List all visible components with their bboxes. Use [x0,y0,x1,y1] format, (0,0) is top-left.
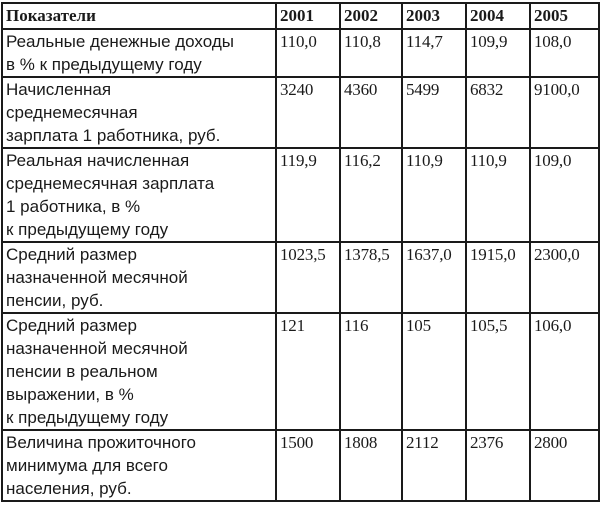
table-cell: 4360 [340,77,402,148]
header-indicators: Показатели [2,3,276,29]
table-row [2,77,599,148]
row-label-real-income: Реальные денежные доходы в % к предыдущему году [2,29,276,77]
row-label-nominal-salary: Начисленная среднемесячная зарплата 1 работника, руб. [2,77,276,148]
header-row [2,3,599,29]
table-cell: 1637,0 [402,242,466,313]
table-row [2,313,599,430]
table-cell: 2112 [402,430,466,501]
table-cell: 110,9 [466,148,530,242]
table-row [2,430,599,501]
table-cell: 119,9 [276,148,340,242]
row-label-real-pension: Средний размер назначенной месячной пенсии в реальном выражении, в % к предыдущему году [2,313,276,430]
table-cell: 110,9 [402,148,466,242]
table-cell: 116,2 [340,148,402,242]
table-cell: 121 [276,313,340,430]
table-cell: 3240 [276,77,340,148]
header-year-2003: 2003 [402,3,466,29]
statistics-table [1,2,600,502]
table-row [2,148,599,242]
table-cell: 1378,5 [340,242,402,313]
header-year-2002: 2002 [340,3,402,29]
table-cell: 1023,5 [276,242,340,313]
table-cell: 2800 [530,430,599,501]
table-cell: 109,9 [466,29,530,77]
table-cell: 110,8 [340,29,402,77]
row-label-real-salary: Реальная начисленная среднемесячная зарплата 1 работника, в % к предыдущему году [2,148,276,242]
row-label-subsistence-minimum: Величина прожиточного минимума для всего населения, руб. [2,430,276,501]
table-cell: 1500 [276,430,340,501]
table-cell: 105,5 [466,313,530,430]
table-cell: 1808 [340,430,402,501]
table-row [2,242,599,313]
table-cell: 114,7 [402,29,466,77]
table-cell: 9100,0 [530,77,599,148]
table-cell: 5499 [402,77,466,148]
table-cell: 2376 [466,430,530,501]
table-cell: 1915,0 [466,242,530,313]
table-cell: 6832 [466,77,530,148]
header-year-2005: 2005 [530,3,599,29]
table-cell: 105 [402,313,466,430]
table-cell: 116 [340,313,402,430]
table-cell: 2300,0 [530,242,599,313]
header-year-2004: 2004 [466,3,530,29]
table-cell: 106,0 [530,313,599,430]
table-cell: 109,0 [530,148,599,242]
table-cell: 108,0 [530,29,599,77]
header-year-2001: 2001 [276,3,340,29]
table-row [2,29,599,77]
row-label-average-pension: Средний размер назначенной месячной пенсии, руб. [2,242,276,313]
table-cell: 110,0 [276,29,340,77]
